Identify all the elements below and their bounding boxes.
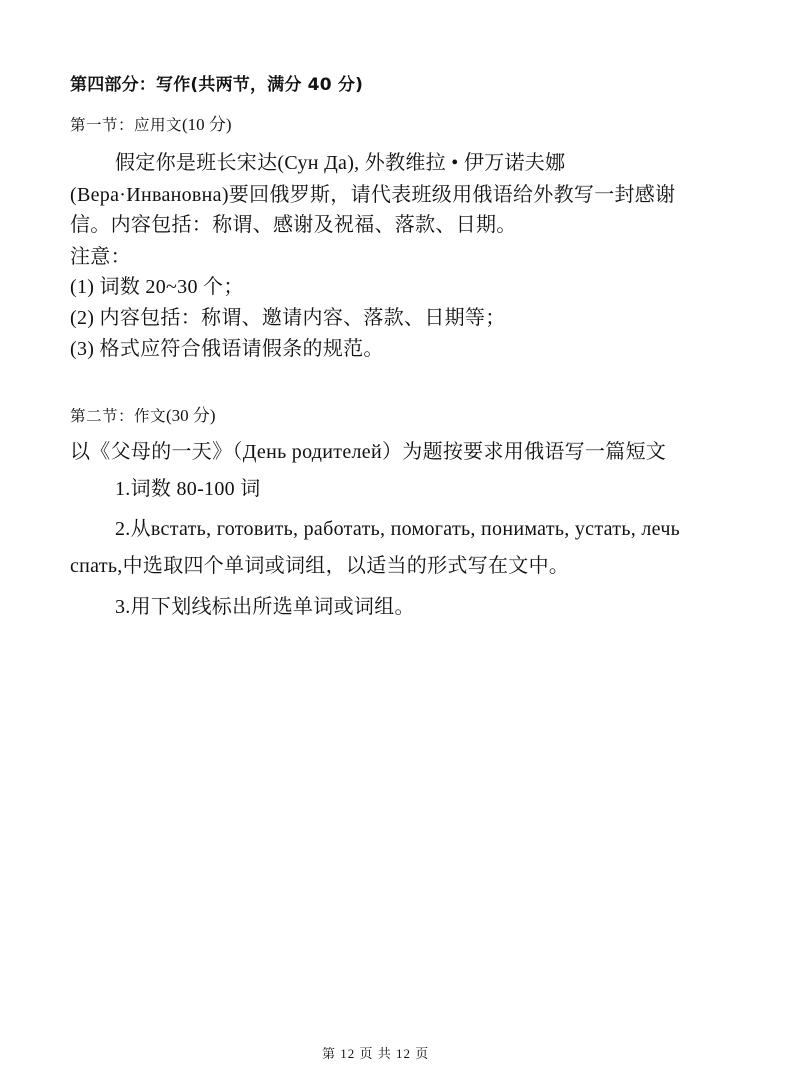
section1-label: 第一节：应用文 xyxy=(70,116,183,134)
part-title: 第四部分：写作(共两节，满分 40 分) xyxy=(70,75,364,95)
section1-heading xyxy=(70,110,232,135)
requirement-1: 1.词数 80-100 词 xyxy=(115,478,261,500)
note-item-3: (3) 格式应符合俄语请假条的规范。 xyxy=(70,338,384,360)
section1-prompt-line-1: 假定你是班长宋达(Сун Да), 外教维拉 • 伊万诺夫娜 xyxy=(115,152,566,174)
section2-heading xyxy=(70,401,216,426)
section2-prompt: 以《父母的一天》（День родителей）为题按要求用俄语写一篇短文 xyxy=(70,441,667,463)
requirement-2-continued: спать,中选取四个单词或词组，以适当的形式写在文中。 xyxy=(70,555,570,577)
section1-prompt-line-2: (Вера·Инвановна)要回俄罗斯，请代表班级用俄语给外教写一封感谢 xyxy=(70,184,676,206)
section1-prompt-line-3: 信。内容包括：称谓、感谢及祝福、落款、日期。 xyxy=(70,214,517,236)
note-title: 注意： xyxy=(70,246,131,268)
note-item-2: (2) 内容包括：称谓、邀请内容、落款、日期等； xyxy=(70,307,506,329)
section2-points: (30 分) xyxy=(166,406,216,425)
requirement-3: 3.用下划线标出所选单词或词组。 xyxy=(115,596,415,618)
section1-points: (10 分) xyxy=(182,115,232,134)
page-footer: 第 12 页 共 12 页 xyxy=(322,1046,430,1061)
requirement-2: 2.从встать, готовить, работать, помогать, понимать, устать, лечь xyxy=(115,518,681,540)
section2-label: 第二节：作文 xyxy=(70,407,167,425)
note-item-1: (1) 词数 20~30 个； xyxy=(70,276,244,298)
